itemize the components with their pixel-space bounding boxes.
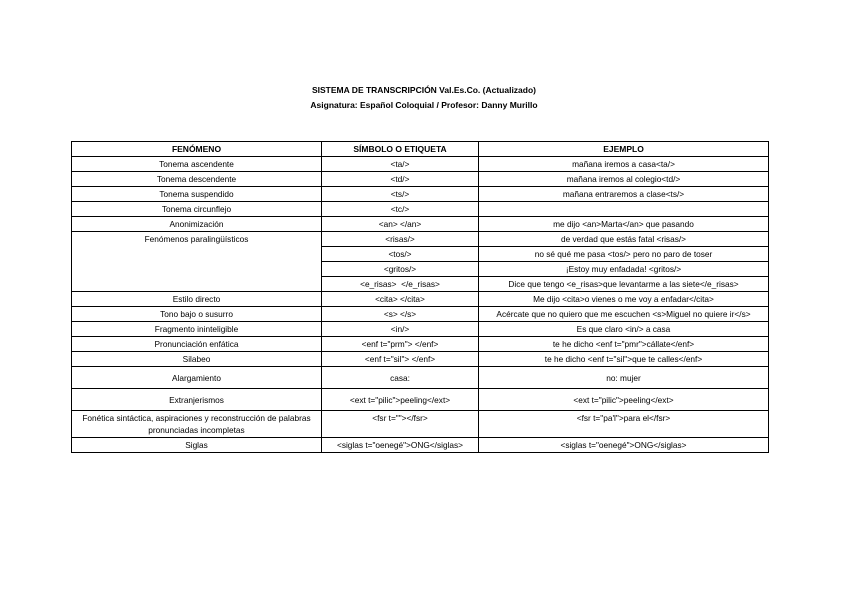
cell-simbolo: <cita> </cita> <box>322 292 479 307</box>
cell-ejemplo <box>479 202 769 217</box>
cell-simbolo: <tos/> <box>322 247 479 262</box>
table-row <box>72 292 769 307</box>
cell-ejemplo: mañana iremos a casa<ta/> <box>479 157 769 172</box>
cell-ejemplo: me dijo <an>Marta</an> que pasando <box>479 217 769 232</box>
table-header-row <box>72 142 769 157</box>
table-row <box>72 367 769 389</box>
transcription-table <box>71 141 769 453</box>
cell-fenomeno: Siglas <box>72 438 322 453</box>
table-row <box>72 217 769 232</box>
cell-fenomeno: Extranjerismos <box>72 389 322 411</box>
cell-fenomeno: Tono bajo o susurro <box>72 307 322 322</box>
cell-fenomeno: Tonema ascendente <box>72 157 322 172</box>
cell-ejemplo: no sé qué me pasa <tos/> pero no paro de toser <box>479 247 769 262</box>
cell-ejemplo: de verdad que estás fatal <risas/> <box>479 232 769 247</box>
cell-ejemplo: te he dicho <enf t="sil">que te calles</enf> <box>479 352 769 367</box>
table-row <box>72 172 769 187</box>
transcription-table-wrapper <box>71 141 768 453</box>
cell-fenomeno: Tonema descendente <box>72 172 322 187</box>
table-row <box>72 389 769 411</box>
cell-simbolo: <fsr t=""></fsr> <box>322 411 479 438</box>
cell-simbolo: <tc/> <box>322 202 479 217</box>
cell-simbolo: <s> </s> <box>322 307 479 322</box>
cell-fenomeno: Alargamiento <box>72 367 322 389</box>
column-header-fenomeno: FENÓMENO <box>72 142 322 157</box>
cell-fenomeno: Estilo directo <box>72 292 322 307</box>
cell-ejemplo: <ext t="pilic">peeling</ext> <box>479 389 769 411</box>
cell-ejemplo: te he dicho <enf t="pmr">cállate</enf> <box>479 337 769 352</box>
table-row <box>72 187 769 202</box>
cell-ejemplo: mañana iremos al colegio<td/> <box>479 172 769 187</box>
cell-simbolo: <siglas t="oenegé">ONG</siglas> <box>322 438 479 453</box>
cell-fenomeno: Silabeo <box>72 352 322 367</box>
table-row <box>72 307 769 322</box>
cell-simbolo: casa: <box>322 367 479 389</box>
cell-simbolo: <risas/> <box>322 232 479 247</box>
table-row <box>72 232 769 247</box>
cell-ejemplo: Acércate que no quiero que me escuchen <s>Miguel no quiere ir</s> <box>479 307 769 322</box>
cell-ejemplo: <fsr t="pa'l">para el</fsr> <box>479 411 769 438</box>
cell-ejemplo: <siglas t="oenegé">ONG</siglas> <box>479 438 769 453</box>
cell-ejemplo: Dice que tengo <e_risas>que levantarme a las siete</e_risas> <box>479 277 769 292</box>
cell-simbolo: <enf t="sil"> </enf> <box>322 352 479 367</box>
table-row <box>72 438 769 453</box>
cell-fenomeno: Anonimización <box>72 217 322 232</box>
document-subtitle: Asignatura: Español Coloquial / Profesor: Danny Murillo <box>310 100 538 110</box>
cell-fenomeno: Tonema circunflejo <box>72 202 322 217</box>
table-row <box>72 352 769 367</box>
cell-simbolo: <ta/> <box>322 157 479 172</box>
cell-ejemplo: mañana entraremos a clase<ts/> <box>479 187 769 202</box>
cell-fenomeno: Fonética sintáctica, aspiraciones y reconstrucción de palabras pronunciadas incompletas <box>72 411 322 438</box>
cell-fenomeno: Fenómenos paralingüísticos <box>72 232 322 292</box>
cell-ejemplo: ¡Estoy muy enfadada! <gritos/> <box>479 262 769 277</box>
cell-fenomeno: Tonema suspendido <box>72 187 322 202</box>
cell-ejemplo: no: mujer <box>479 367 769 389</box>
cell-simbolo: <td/> <box>322 172 479 187</box>
table-row <box>72 411 769 438</box>
document-title: SISTEMA DE TRANSCRIPCIÓN Val.Es.Co. (Actualizado) <box>311 85 537 95</box>
cell-simbolo: <ts/> <box>322 187 479 202</box>
cell-ejemplo: Me dijo <cita>o vienes o me voy a enfadar</cita> <box>479 292 769 307</box>
table-row <box>72 337 769 352</box>
table-row <box>72 322 769 337</box>
cell-simbolo: <enf t="prm"> </enf> <box>322 337 479 352</box>
cell-fenomeno: Pronunciación enfática <box>72 337 322 352</box>
column-header-simbolo: SÍMBOLO O ETIQUETA <box>322 142 479 157</box>
document-header <box>0 83 848 113</box>
column-header-ejemplo: EJEMPLO <box>479 142 769 157</box>
cell-simbolo: <an> </an> <box>322 217 479 232</box>
cell-ejemplo: Es que claro <in/> a casa <box>479 322 769 337</box>
cell-fenomeno: Fragmento ininteligible <box>72 322 322 337</box>
cell-simbolo: <gritos/> <box>322 262 479 277</box>
cell-simbolo: <in/> <box>322 322 479 337</box>
table-row <box>72 157 769 172</box>
table-row <box>72 202 769 217</box>
cell-simbolo: <ext t="pilic">peeling</ext> <box>322 389 479 411</box>
cell-simbolo: <e_risas> </e_risas> <box>322 277 479 292</box>
